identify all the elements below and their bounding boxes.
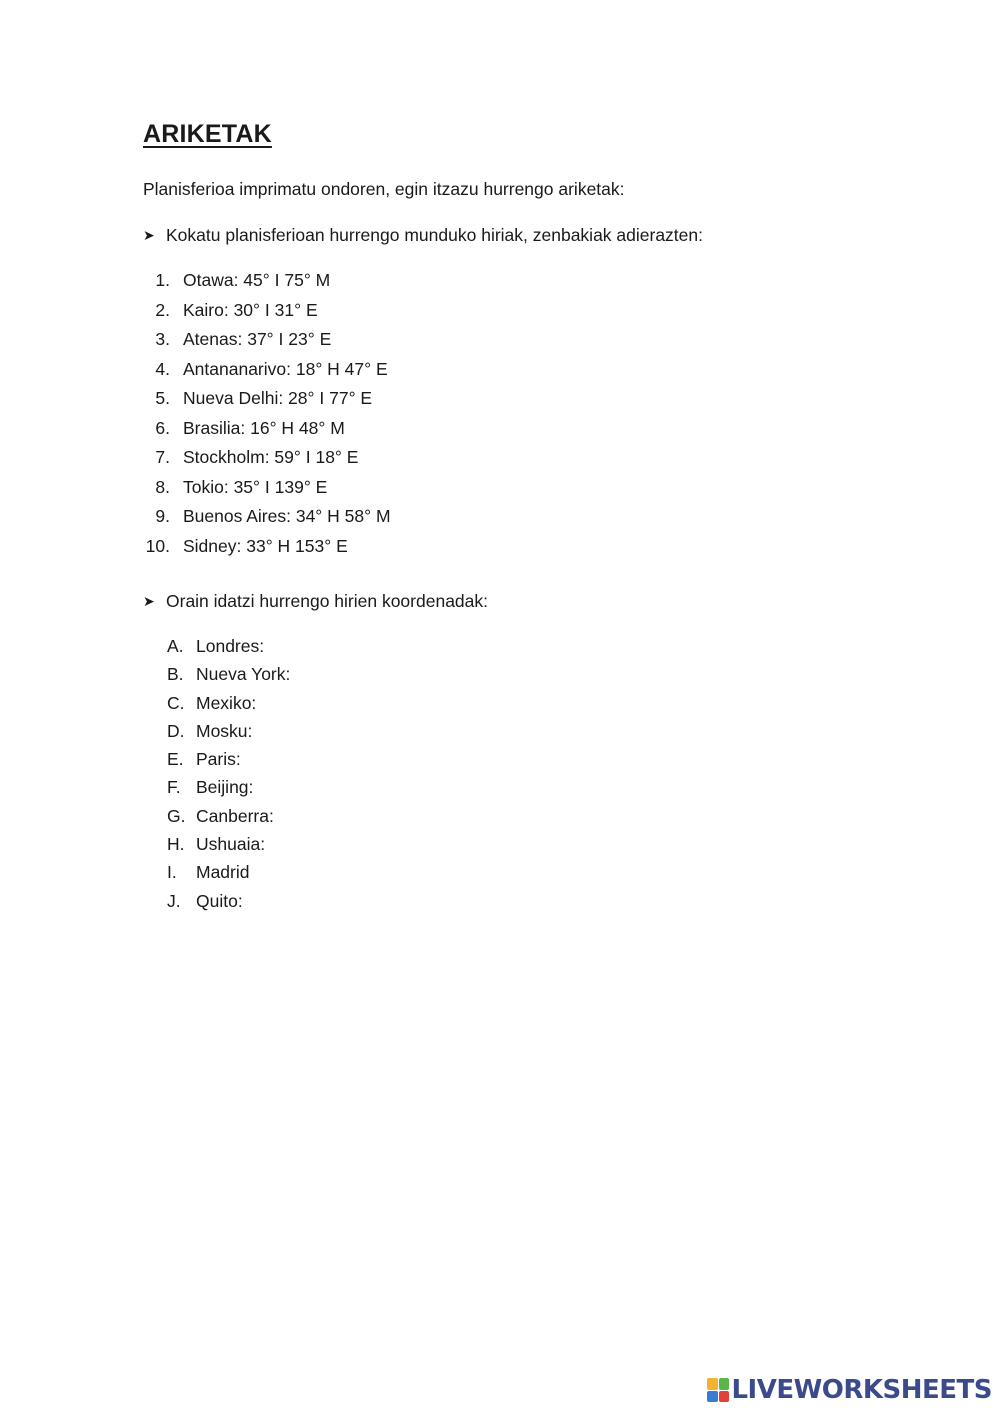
list-number: 4. [155, 358, 170, 379]
list-item-text: Atenas: 37° I 23° E [183, 329, 332, 349]
logo-square-green [719, 1378, 730, 1390]
list-number: 8. [155, 476, 170, 497]
instruction-text: Orain idatzi hurrengo hirien koordenadak: [166, 591, 488, 611]
list-number: 5. [155, 388, 170, 408]
list-item [143, 359, 391, 389]
list-item-text: Kairo: 30° I 31° E [183, 299, 318, 320]
coordinates-list [143, 636, 290, 919]
list-item-text: Brasilia: 16° H 48° M [183, 417, 345, 438]
list-item [143, 536, 391, 566]
list-item-text: Madrid [196, 862, 250, 883]
list-number: 2. [155, 299, 170, 320]
list-letter: H. [167, 834, 185, 855]
instruction-write-coordinates [143, 591, 488, 612]
list-item [143, 777, 290, 805]
list-letter: I. [167, 862, 177, 883]
list-number: 7. [155, 447, 170, 467]
list-item [143, 862, 290, 890]
list-number: 6. [155, 417, 170, 438]
list-item-text: Paris: [196, 749, 241, 770]
list-item [143, 329, 391, 359]
list-item-text: Buenos Aires: 34° H 58° M [183, 506, 391, 526]
list-item [143, 806, 290, 834]
liveworksheets-logo [707, 1375, 992, 1405]
list-item-text: Tokio: 35° I 139° E [183, 476, 328, 497]
list-item-text: Quito: [196, 890, 243, 911]
logo-square-red [719, 1391, 730, 1403]
list-item-text: Nueva York: [196, 664, 291, 685]
instruction-locate-cities [143, 225, 703, 246]
list-item [143, 388, 391, 418]
list-item [143, 270, 391, 300]
list-item-text: Antananarivo: 18° H 47° E [183, 358, 388, 379]
list-item-text: Otawa: 45° I 75° M [183, 270, 331, 290]
list-item [143, 418, 391, 448]
list-item [143, 749, 290, 777]
intro-text: Planisferioa imprimatu ondoren, egin itzazu hurrengo ariketak: [143, 179, 625, 199]
list-item [143, 477, 391, 507]
logo-square-yellow [707, 1378, 718, 1390]
instruction-text: Kokatu planisferioan hurrengo munduko hiriak, zenbakiak adierazten: [166, 225, 703, 245]
list-letter: C. [167, 692, 185, 713]
list-item [143, 891, 290, 919]
list-item [143, 300, 391, 330]
list-item-text: Beijing: [196, 777, 254, 798]
list-item [143, 664, 290, 692]
list-letter: G. [167, 805, 186, 826]
list-item [143, 721, 290, 749]
list-item-text: Stockholm: 59° I 18° E [183, 447, 359, 467]
list-item-text: Mexiko: [196, 692, 257, 713]
list-item-text: Ushuaia: [196, 834, 266, 855]
list-number: 3. [155, 329, 170, 349]
logo-square-blue [707, 1391, 718, 1403]
arrow-bullet-icon: ➤ [143, 593, 155, 609]
list-item-text: Nueva Delhi: 28° I 77° E [183, 388, 373, 408]
list-letter: E. [167, 749, 184, 770]
list-item [143, 834, 290, 862]
list-item-text: Sidney: 33° H 153° E [183, 535, 348, 556]
list-item-text: Canberra: [196, 805, 274, 826]
list-letter: A. [167, 636, 184, 656]
list-item-text: Mosku: [196, 720, 253, 741]
list-number: 1. [155, 270, 170, 290]
list-number: 9. [155, 506, 170, 526]
list-item [143, 636, 290, 664]
list-item [143, 693, 290, 721]
list-letter: J. [167, 890, 181, 911]
arrow-bullet-icon: ➤ [143, 227, 155, 243]
logo-text: LIVEWORKSHEETS [731, 1375, 992, 1405]
list-number: 10. [145, 535, 170, 556]
cities-list [143, 270, 391, 565]
page-title: ARIKETAK [143, 120, 272, 148]
list-item [143, 506, 391, 536]
list-item-text: Londres: [196, 636, 265, 656]
list-item [143, 447, 391, 477]
logo-icon [707, 1378, 729, 1402]
list-letter: F. [167, 777, 181, 798]
list-letter: B. [167, 664, 184, 685]
list-letter: D. [167, 720, 185, 741]
